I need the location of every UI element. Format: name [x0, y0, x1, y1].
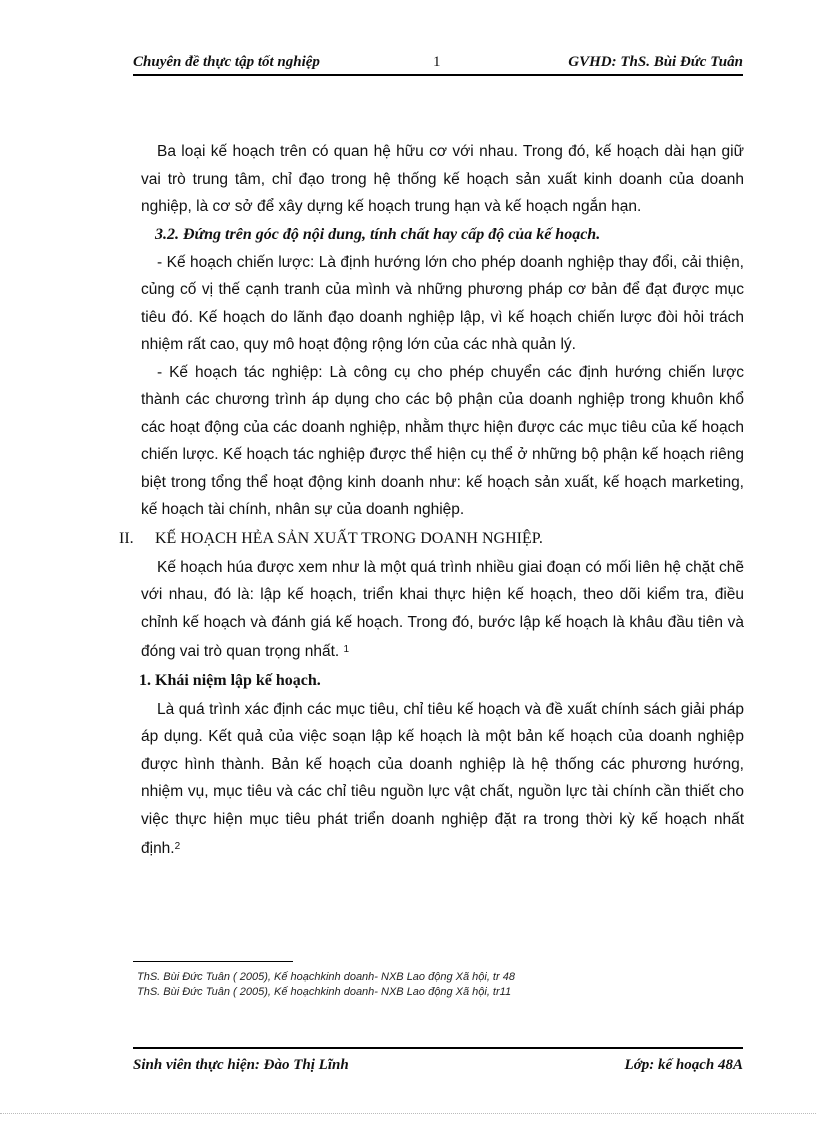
paragraph-relationship: Ba loại kế hoạch trên có quan hệ hữu cơ với nhau. Trong đó, kế hoạch dài hạn giữ vai trò trung tâm, chỉ đạo trong hệ thống kế hoạch sản xuất kinh doanh của doanh nghiệp, là cơ sở để xây dựng kế hoạch trung hạn và kế hoạch ngắn hạn.: [141, 143, 744, 215]
page-header: [133, 52, 743, 76]
paragraph-planning-definition: [141, 696, 744, 863]
footer-class: Lớp: kế hoạch 48A: [624, 1057, 743, 1073]
page-footer: [133, 1047, 743, 1079]
paragraph-planning-definition-text: Là quá trình xác định các mục tiêu, chỉ tiêu kế hoạch và đề xuất chính sách giải pháp áp dụng. Kết quả của việc soạn lập kế hoạch là một bản kế hoạch của doanh nghiệp được hình thành. Bản kế hoạch của doanh nghiệp là hệ thống các phương hướng, nhiệm vụ, mục tiêu và các chỉ tiêu nguồn lực vật chất, nguồn lực tài chính cần thiết cho việc thực hiện mục tiêu phát triển doanh nghiệp đặt ra trong thời kỳ kế hoạch nhất định.: [141, 700, 744, 857]
footer-student: Sinh viên thực hiện: Đào Thị Lĩnh: [133, 1057, 349, 1073]
heading-planning-concept: 1. Khái niệm lập kế hoạch.: [139, 671, 321, 689]
page-bottom-divider: [0, 1113, 816, 1114]
header-page-number: 1: [433, 54, 441, 70]
footnote-ref-2: 2: [174, 841, 181, 852]
section-heading-ii: [119, 524, 744, 554]
footnote-2: ThS. Bùi Đức Tuân ( 2005), Kế hoạchkinh doanh- NXB Lao động Xã hội, tr11: [137, 986, 512, 998]
paragraph-strategic-plan: - Kế hoạch chiến lược: Là định hướng lớn cho phép doanh nghiệp thay đổi, cải thiện, củng cố vị thế cạnh tranh của mình và những phương pháp cơ bản để đạt được mục tiêu đó. Kế hoạch do lãnh đạo doanh nghiệp lập, vì kế hoạch chiến lược đòi hỏi trách nhiệm rất cao, quy mô hoạt động rộng lớn của các nhà quản lý.: [141, 253, 744, 353]
header-advisor: GVHD: ThS. Bùi Đức Tuân: [568, 54, 743, 70]
footnote-ref-1: 1: [343, 644, 350, 655]
document-body: [119, 138, 744, 863]
paragraph-operational-plan: - Kế hoạch tác nghiệp: Là công cụ cho phép chuyển các định hướng chiến lược thành các chương trình áp dụng cho các bộ phận của doanh nghiệp trong khuôn khổ các hoạt động của các doanh nghiệp, nhằm thực hiện được các mục tiêu của kế hoạch chiến lược. Kế hoạch tác nghiệp được thể hiện cụ thể ở những bộ phận kế hoạch riêng biệt trong tổng thể hoạt động kinh doanh như: kế hoạch sản xuất, kế hoạch marketing, kế hoạch tài chính, nhân sự của doanh nghiệp.: [141, 363, 744, 518]
paragraph-planning-process: [141, 554, 744, 666]
header-title: Chuyên đề thực tập tốt nghiệp: [133, 54, 320, 70]
paragraph-planning-process-text: Kế hoạch húa được xem như là một quá trình nhiều giai đoạn có mối liên hệ chặt chẽ với nhau, đó là: lập kế hoạch, triển khai thực hiện kế hoạch, theo dõi kiểm tra, điều chỉnh kế hoạch và đánh giá kế hoạch. Trong đó, bước lập kế hoạch là khâu đầu tiên và đóng vai trò quan trọng nhất.: [141, 558, 744, 660]
subheading-3-2: 3.2. Đứng trên góc độ nội dung, tính chất hay cấp độ của kế hoạch.: [155, 225, 601, 243]
footnote-1: ThS. Bùi Đức Tuân ( 2005), Kế hoạchkinh doanh- NXB Lao động Xã hội, tr 48: [137, 971, 515, 983]
section-title: KẾ HOẠCH HẺA SẢN XUẤT TRONG DOANH NGHIỆP.: [155, 529, 543, 547]
section-roman-numeral: II.: [119, 529, 134, 547]
footnotes: [137, 970, 737, 1000]
footnote-separator: [133, 961, 293, 962]
